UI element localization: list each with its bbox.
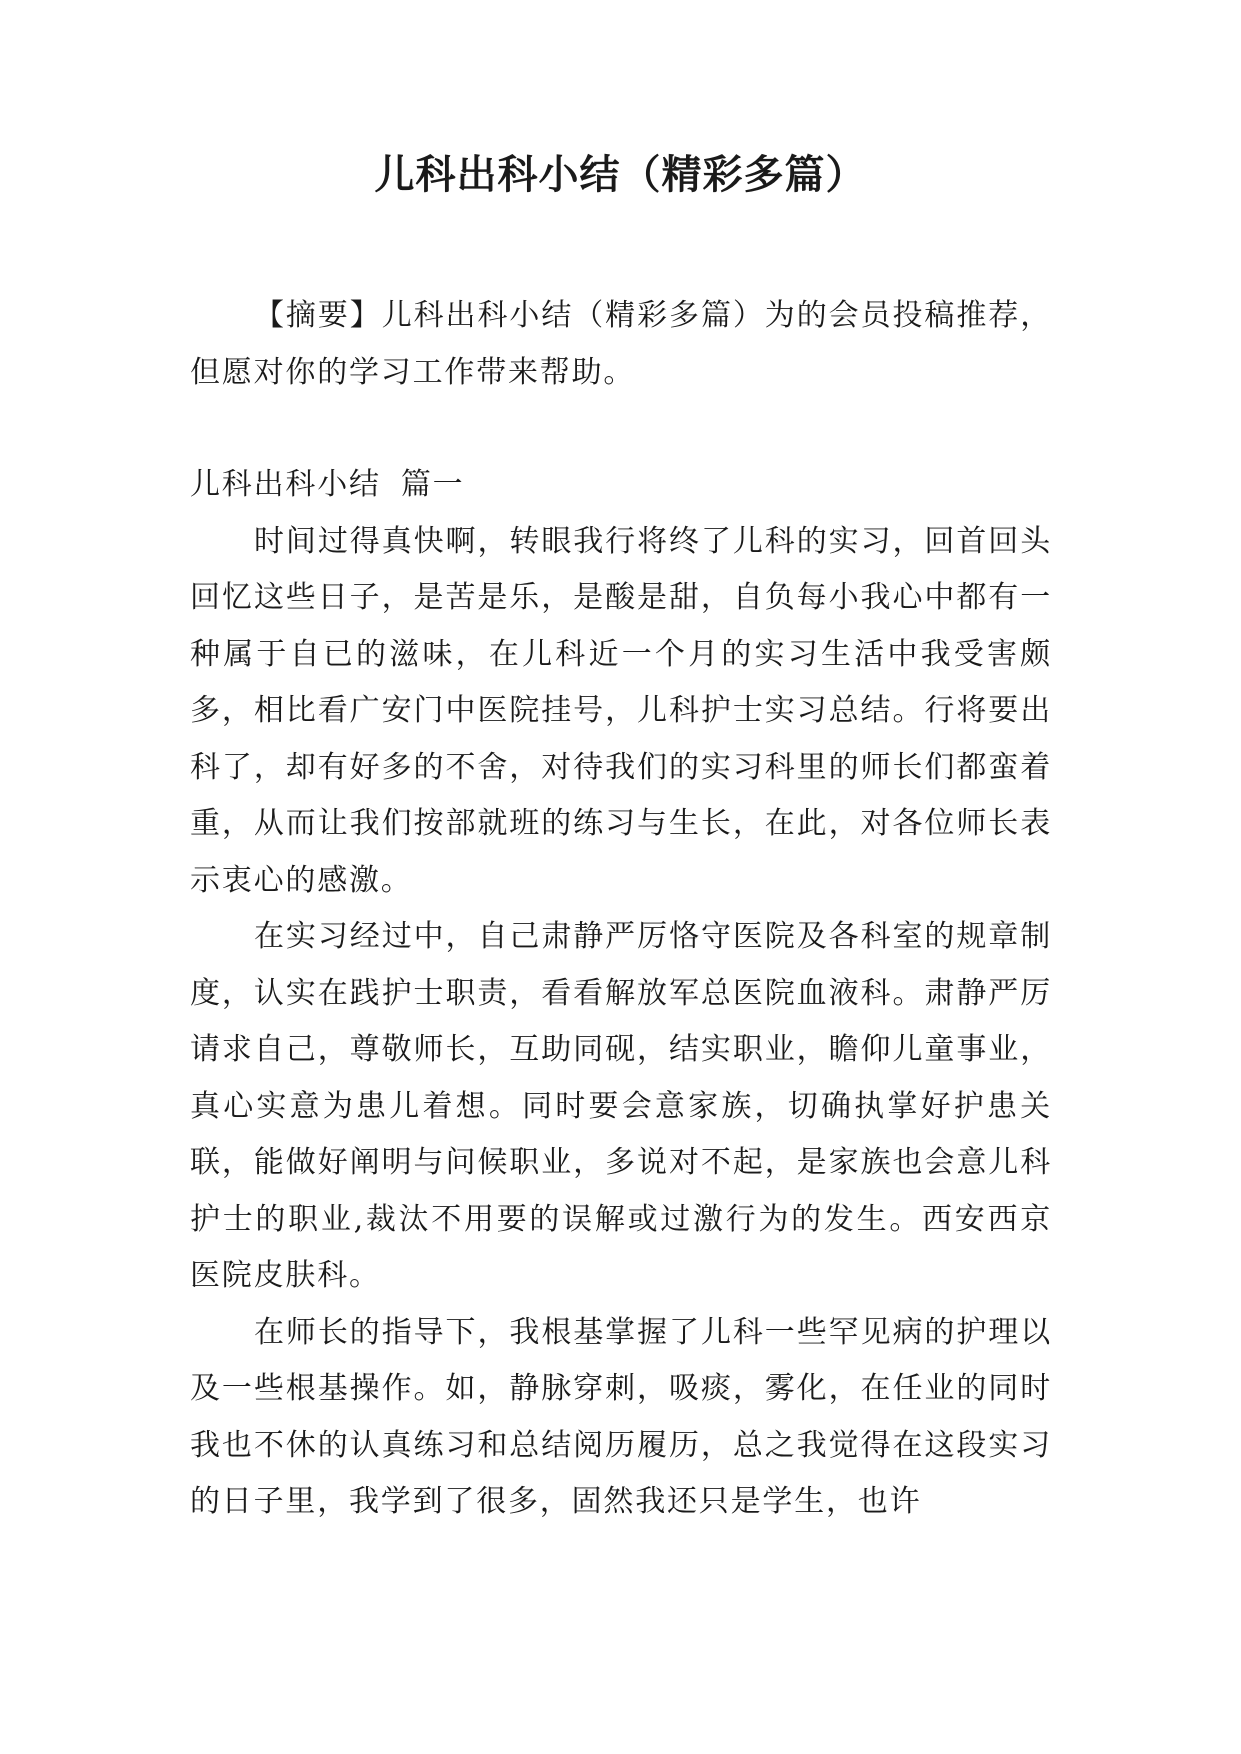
abstract-paragraph: 【摘要】儿科出科小结（精彩多篇）为的会员投稿推荐，但愿对你的学习工作带来帮助。: [190, 298, 1052, 390]
section-heading-main: 儿科出科小结: [190, 467, 381, 502]
body-paragraph-3: 在师长的指导下，我根基掌握了儿科一些罕见病的护理以及一些根基操作。如，静脉穿刺，吸痰，雾化，在任业的同时我也不休的认真练习和总结阅历履历，总之我觉得在这段实习的日子里，我学到了很多，固然我还只是学生，也许: [190, 1314, 1052, 1519]
body-paragraph-1: 时间过得真快啊，转眼我行将终了儿科的实习，回首回头回忆这些日子，是苦是乐，是酸是甜，自负每小我心中都有一种属于自已的滋味，在儿科近一个月的实习生活中我受害颇多，相比看广安门中医院挂号，儿科护士实习总结。行将要出科了，却有好多的不舍，对待我们的实习科里的师长们都蛮着重，从而让我们按部就班的练习与生长，在此，对各位师长表示衷心的感激。: [190, 523, 1052, 898]
section-heading-sub: 篇一: [400, 467, 465, 502]
document-title: 儿科出科小结（精彩多篇）: [374, 152, 867, 198]
body-paragraph-2: 在实习经过中，自己肃静严厉恪守医院及各科室的规章制度，认实在践护士职责，看看解放军总医院血液科。肃静严厉请求自己，尊敬师长，互助同砚，结实职业，瞻仰儿童事业，真心实意为患儿着想。同时要会意家族，切确执掌好护患关联，能做好阐明与问候职业，多说对不起，是家族也会意儿科护士的职业,裁汰不用要的误解或过激行为的发生。西安西京医院皮肤科。: [190, 919, 1052, 1293]
section-heading: [190, 457, 1052, 514]
document-body: [190, 288, 1052, 1531]
